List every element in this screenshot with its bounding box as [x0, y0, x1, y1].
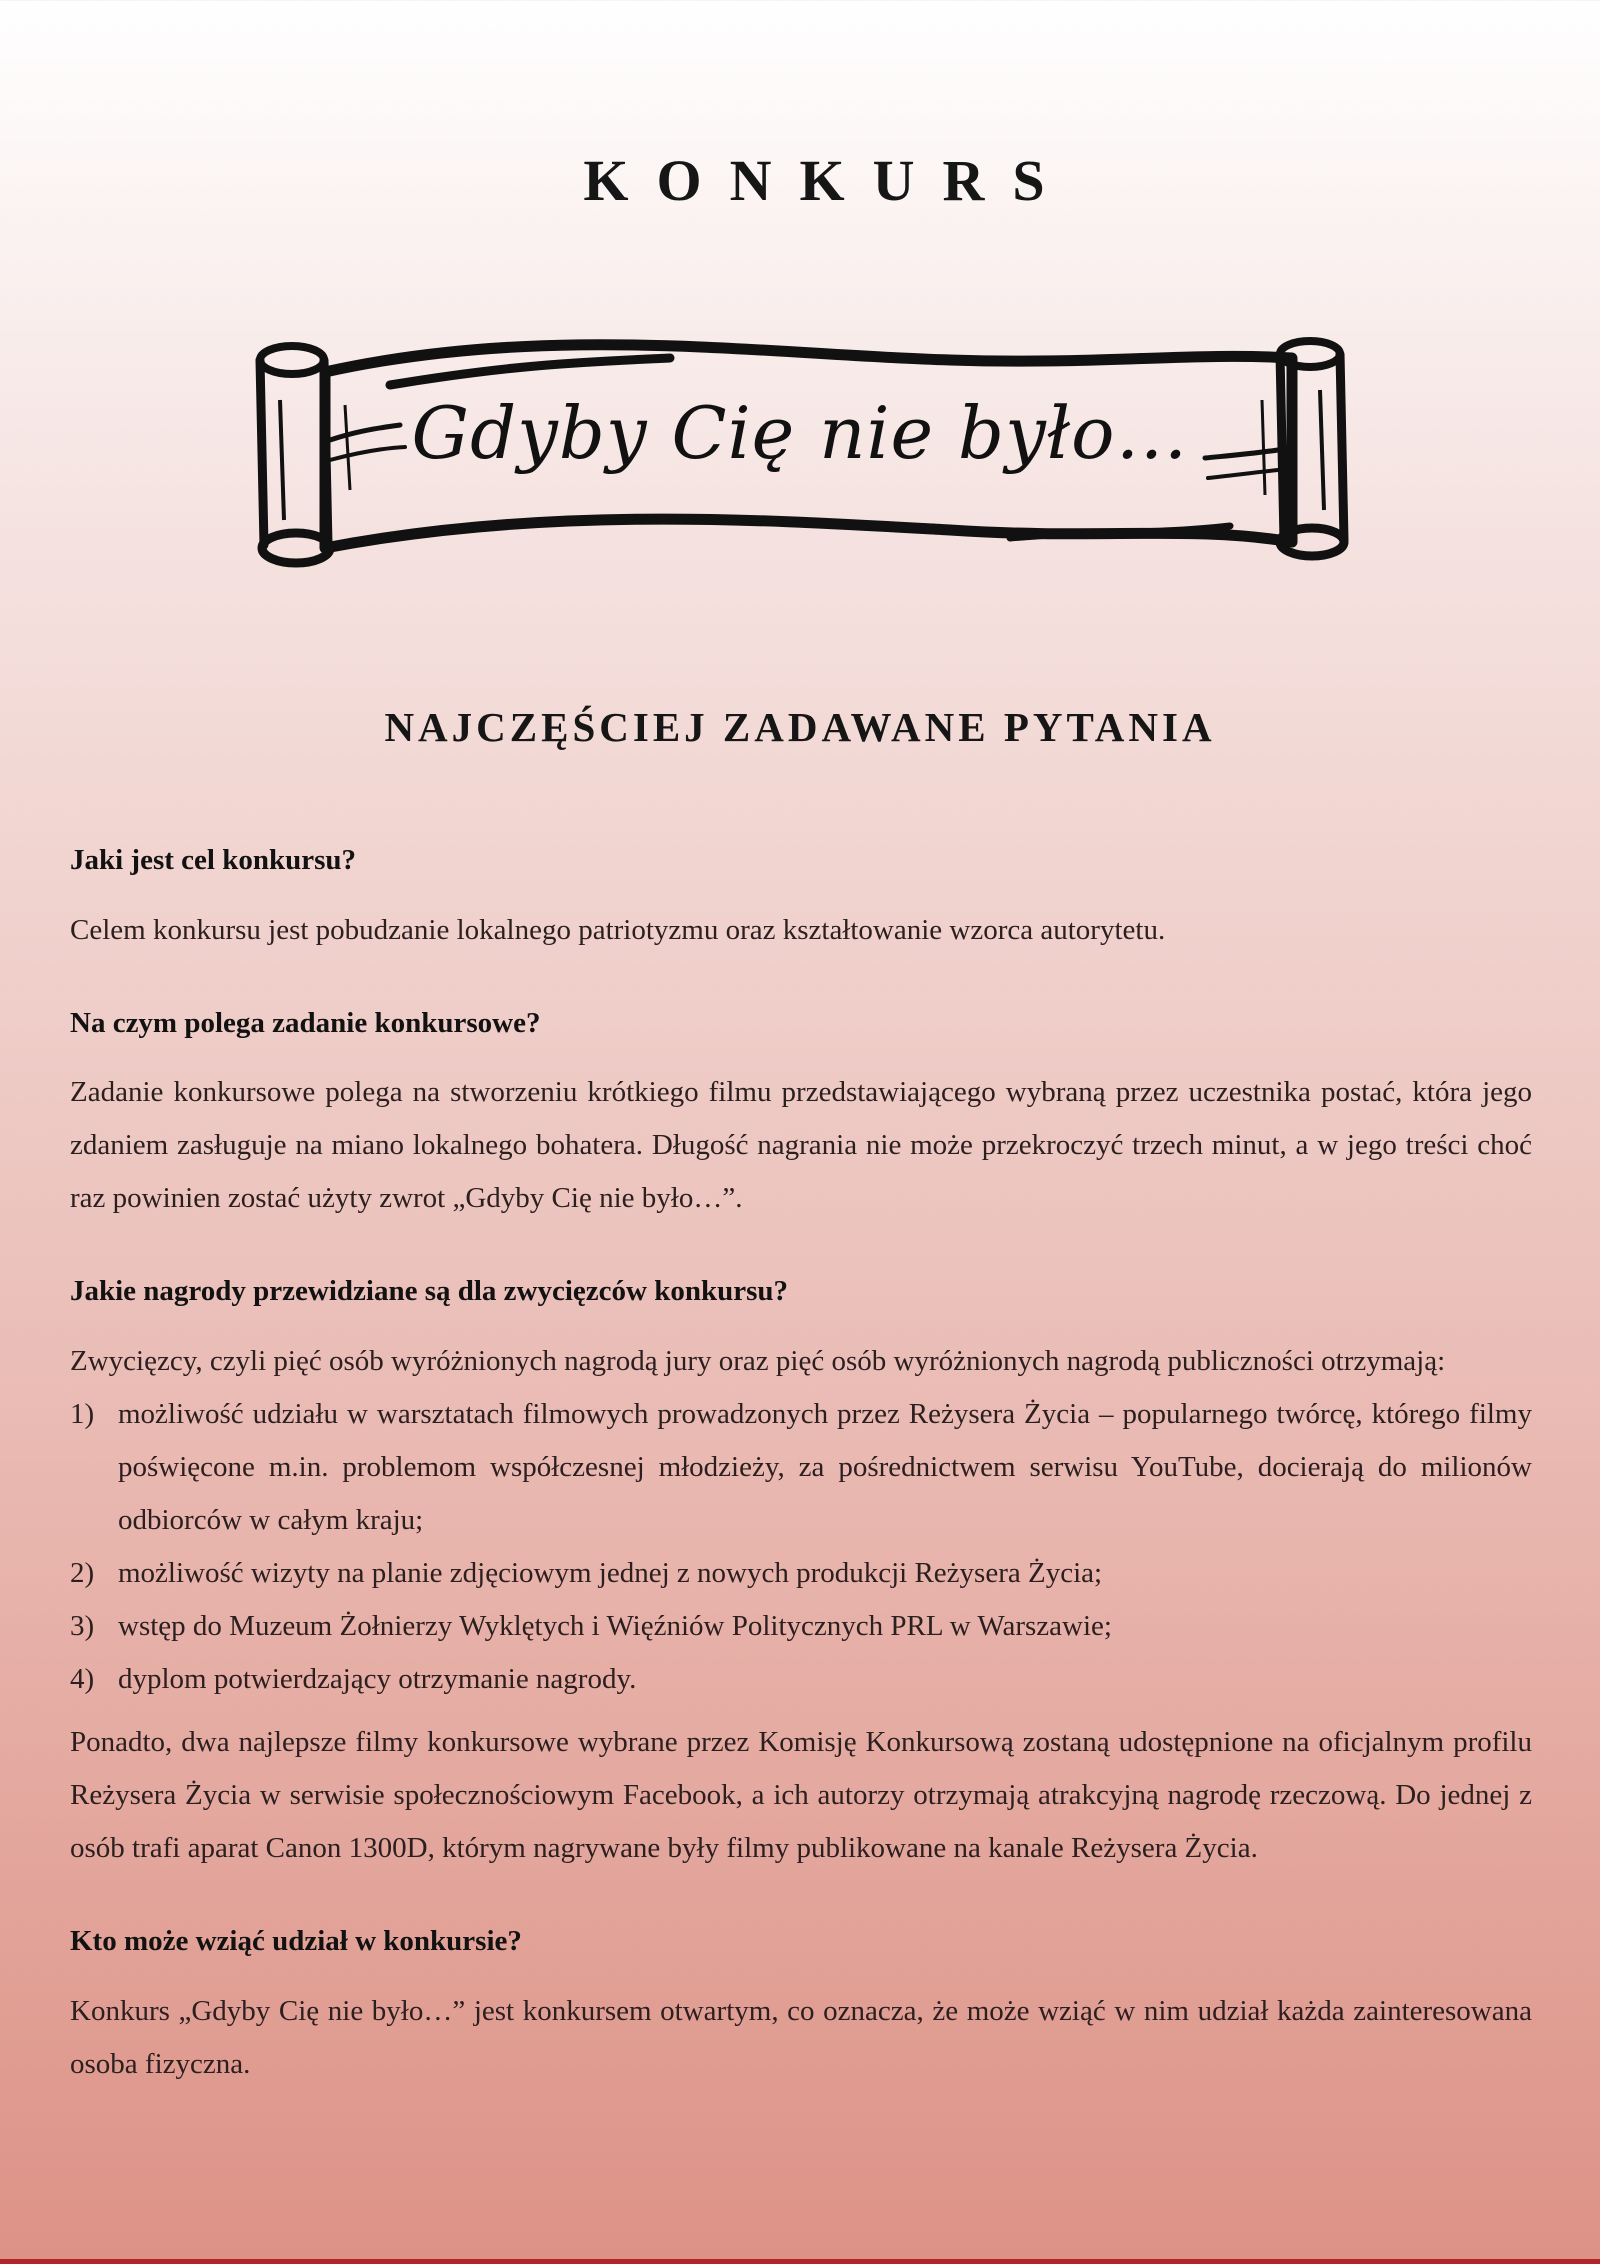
list-item-number: 3) [70, 1610, 95, 1643]
list-item [70, 1653, 1532, 1706]
page-title: KONKURS [583, 148, 1073, 213]
faq-answer-3-intro: Zwycięzcy, czyli pięć osób wyróżnionych nagrodą jury oraz pięć osób wyróżnionych nagrodą publiczności otrzymają: [70, 1345, 1446, 1378]
banner-text: Gdyby Cię nie było… [411, 391, 1189, 475]
list-item [70, 1388, 1532, 1547]
faq-answer-1: Celem konkursu jest pobudzanie lokalnego patriotyzmu oraz kształtowanie wzorca autorytetu. [70, 913, 1166, 946]
list-item-number: 1) [70, 1398, 95, 1431]
bottom-rule [0, 2259, 1600, 2264]
faq-content [70, 842, 1532, 2091]
faq-answer-2: Zadanie konkursowe polega na stworzeniu krótkiego filmu przedstawiającego wybraną przez uczestnika postać, która jego zdaniem zasługuje na miano lokalnego bohatera. Długość nagrania nie może przekroczyć trzech minut, a w jego treści choć raz powinien zostać użyty zwrot „Gdyby Cię nie było…”. [70, 1076, 1532, 1215]
prize-list [70, 1388, 1532, 1706]
faq-question-1: Jaki jest cel konkursu? [70, 844, 357, 876]
faq-heading: NAJCZĘŚCIEJ ZADAWANE PYTANIA [384, 704, 1216, 750]
list-item [70, 1547, 1532, 1600]
list-item [70, 1600, 1532, 1653]
faq-question-2: Na czym polega zadanie konkursowe? [70, 1006, 541, 1039]
list-item-number: 4) [70, 1663, 95, 1696]
list-item-text: możliwość udziału w warsztatach filmowych prowadzonych przez Reżysera Życia – popularnego twórcę, którego filmy poświęcone m.in. problemom współczesnej młodzieży, za pośrednictwem serwisu YouTube, docierają do milionów odbiorców w całym kraju; [118, 1398, 1532, 1537]
list-item-text: wstęp do Muzeum Żołnierzy Wyklętych i Więźniów Politycznych PRL w Warszawie; [118, 1610, 1112, 1643]
faq-answer-4: Konkurs „Gdyby Cię nie było…” jest konkursem otwartym, co oznacza, że może wziąć w nim udział każda zainteresowana osoba fizyczna. [70, 1994, 1532, 2080]
list-item-text: możliwość wizyty na planie zdjęciowym jednej z nowych produkcji Reżysera Życia; [118, 1557, 1103, 1590]
scroll-banner [250, 330, 1350, 575]
faq-question-4: Kto może wziąć udział w konkursie? [70, 1925, 522, 1958]
faq-answer-3-outro: Ponadto, dwa najlepsze filmy konkursowe wybrane przez Komisję Konkursową zostaną udostępnione na oficjalnym profilu Reżysera Życia w serwisie społecznościowym Facebook, a ich autorzy otrzymają atrakcyjną nagrodę rzeczową. Do jednej z osób trafi aparat Canon 1300D, którym nagrywane były filmy publikowane na kanale Reżysera Życia. [70, 1726, 1532, 1865]
list-item-text: dyplom potwierdzający otrzymanie nagrody. [118, 1663, 637, 1696]
faq-question-3: Jakie nagrody przewidziane są dla zwycięzców konkursu? [70, 1275, 789, 1308]
list-item-number: 2) [70, 1557, 95, 1590]
